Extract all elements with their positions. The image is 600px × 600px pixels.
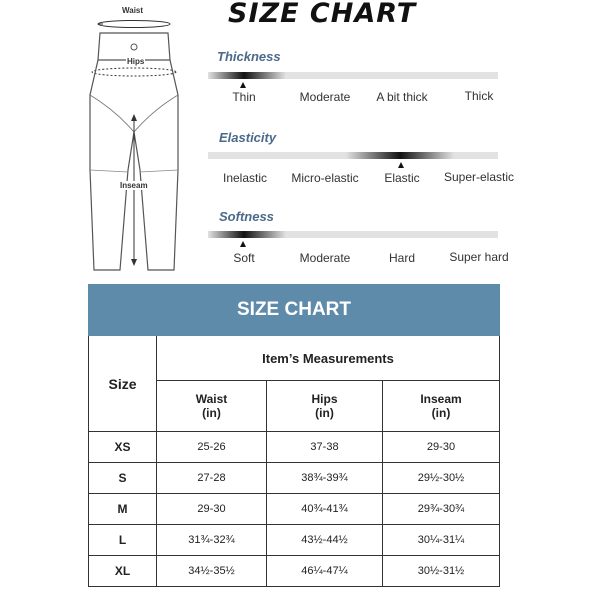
thickness-option: Moderate	[299, 90, 351, 104]
table-row	[89, 432, 500, 463]
softness-option: Super hard	[449, 250, 509, 264]
table-row	[89, 556, 500, 587]
waist-cell: 29-30	[157, 494, 267, 525]
elasticity-title: Elasticity	[219, 130, 277, 145]
softness-option: Hard	[388, 251, 416, 265]
waist-column-header: Waist (in)	[157, 381, 267, 432]
thickness-option: Thick	[464, 89, 494, 103]
size-cell: M	[89, 494, 157, 525]
thickness-option: Thin	[232, 90, 256, 104]
elasticity-option: Elastic	[384, 171, 420, 185]
size-cell: L	[89, 525, 157, 556]
inseam-cell: 29-30	[383, 432, 500, 463]
thickness-bar	[208, 72, 498, 79]
hips-cell: 40¾-41¾	[267, 494, 383, 525]
waist-cell: 34½-35½	[157, 556, 267, 587]
waist-label: Waist	[122, 6, 144, 15]
thickness-marker-icon	[240, 82, 246, 88]
elasticity-bar	[208, 152, 498, 159]
hips-column-header: Hips (in)	[267, 381, 383, 432]
inseam-cell: 30½-31½	[383, 556, 500, 587]
hips-label: Hips	[127, 57, 145, 66]
elasticity-marker-icon	[398, 162, 404, 168]
hips-cell: 37-38	[267, 432, 383, 463]
inseam-label: Inseam	[120, 181, 148, 190]
softness-marker-icon	[240, 241, 246, 247]
inseam-cell: 29½-30½	[383, 463, 500, 494]
softness-option: Soft	[233, 251, 255, 265]
hips-cell: 38¾-39¾	[267, 463, 383, 494]
waist-cell: 31¾-32¾	[157, 525, 267, 556]
inseam-column-header: Inseam (in)	[383, 381, 500, 432]
size-column-header: Size	[89, 336, 157, 432]
measurements-header: Item’s Measurements	[157, 336, 500, 381]
page-title: SIZE CHART	[228, 0, 417, 29]
softness-option: Moderate	[299, 251, 351, 265]
leggings-diagram	[60, 0, 220, 290]
size-cell: XL	[89, 556, 157, 587]
hips-cell: 46¼-47¼	[267, 556, 383, 587]
table-row	[89, 494, 500, 525]
table-row	[89, 463, 500, 494]
inseam-cell: 30¼-31¼	[383, 525, 500, 556]
waist-cell: 27-28	[157, 463, 267, 494]
thickness-option: A bit thick	[376, 90, 428, 104]
hips-cell: 43½-44½	[267, 525, 383, 556]
elasticity-option: Micro-elastic	[291, 171, 359, 185]
softness-bar	[208, 231, 498, 238]
size-cell: S	[89, 463, 157, 494]
size-cell: XS	[89, 432, 157, 463]
table-title: SIZE CHART	[89, 285, 500, 336]
elasticity-option: Super-elastic	[443, 170, 515, 184]
size-table	[88, 284, 500, 587]
softness-title: Softness	[219, 209, 274, 224]
inseam-cell: 29¾-30¾	[383, 494, 500, 525]
waist-cell: 25-26	[157, 432, 267, 463]
table-row	[89, 525, 500, 556]
leggings-outline-icon	[60, 0, 220, 290]
elasticity-option: Inelastic	[222, 171, 268, 185]
thickness-title: Thickness	[217, 49, 281, 64]
